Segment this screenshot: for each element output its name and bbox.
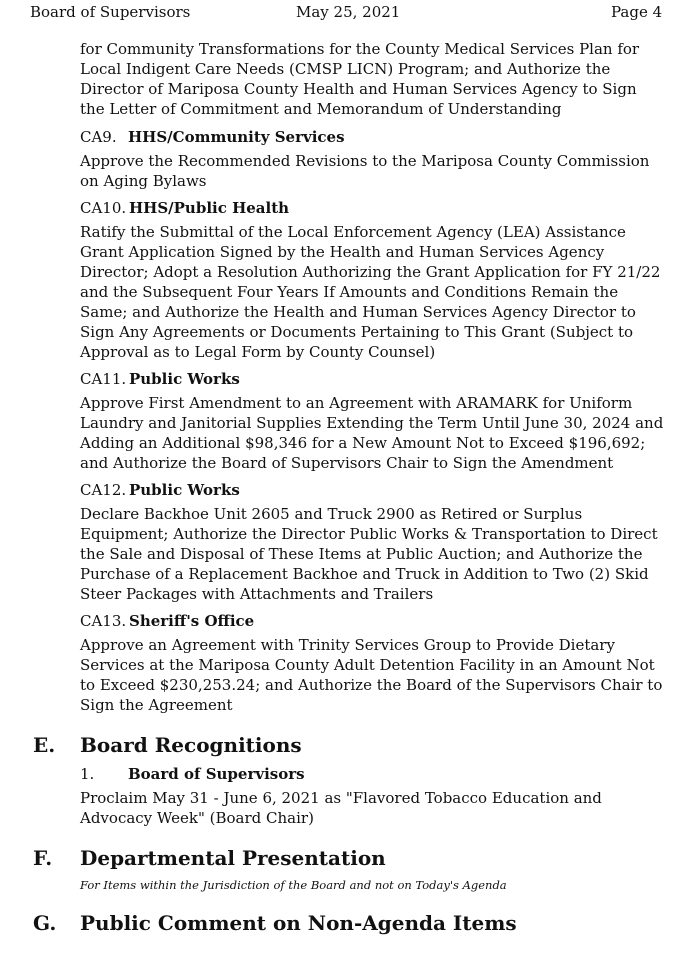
section-g-title: Public Comment on Non-Agenda Items [80, 911, 517, 935]
item-number: CA9. [80, 128, 117, 146]
section-f-letter: F. [33, 846, 53, 870]
item-department: Public Works [129, 481, 240, 499]
section-e-letter: E. [33, 733, 56, 757]
header-date: May 25, 2021 [296, 3, 401, 21]
section-e-sub-text: Proclaim May 31 - June 6, 2021 as "Flavored Tobacco Education and Advocacy Week" (Board Chair) [80, 789, 602, 827]
item-number: CA11. [80, 370, 127, 388]
section-e-title: Board Recognitions [80, 733, 302, 757]
item-department: Public Works [129, 370, 240, 388]
agenda-item-ca9-heading [80, 127, 345, 147]
agenda-item-ca12-text: Declare Backhoe Unit 2605 and Truck 2900 as Retired or Surplus Equipment; Authorize the Director Public Works & Transportation to Direct the Sale and Disposal of These Items at Public Auction; and Authorize the Purchase of a Replacement Backhoe and Truck in Addition to Two (2) Skid Steer Packages with Attachments and Trailers [80, 505, 658, 603]
item-number: CA12. [80, 481, 127, 499]
agenda-item-ca12-heading [80, 480, 240, 500]
item-department: HHS/Public Health [129, 199, 290, 217]
agenda-item-ca13-heading [80, 611, 254, 631]
agenda-item-ca10-heading [80, 198, 289, 218]
agenda-item-ca13-text: Approve an Agreement with Trinity Services Group to Provide Dietary Services at the Mariposa County Adult Detention Facility in an Amount Not to Exceed $230,253.24; and Authorize the Board of the Supervisors Chair to Sign the Agreement [80, 636, 663, 714]
agenda-item-ca9-text: Approve the Recommended Revisions to the Mariposa County Commission on Aging Bylaws [80, 152, 650, 190]
item-department: HHS/Community Services [128, 128, 345, 146]
item-department: Sheriff's Office [129, 612, 255, 630]
agenda-item-ca11-text: Approve First Amendment to an Agreement with ARAMARK for Uniform Laundry and Janitorial Supplies Extending the Term Until June 30, 2024 and Adding an Additional $98,346 for a New Amount Not to Exceed $196,692; and Authorize the Board of Supervisors Chair to Sign the Amendment [80, 394, 664, 472]
agenda-item-ca11-heading [80, 369, 240, 389]
section-f-note: For Items within the Jurisdiction of the Board and not on Today's Agenda [80, 878, 507, 892]
agenda-item-ca10-text: Ratify the Submittal of the Local Enforcement Agency (LEA) Assistance Grant Application Signed by the Health and Human Services Agency Director; Adopt a Resolution Authorizing the Grant Application for FY 21/22 and the Subsequent Four Years If Amounts and Conditions Remain the Same; and Authorize the Health and Human Services Agency Director to Sign Any Agreements or Documents Pertaining to This Grant (Subject to Approval as to Legal Form by County Counsel) [80, 223, 661, 361]
header-page-number: Page 4 [611, 3, 663, 21]
section-g-letter: G. [33, 911, 57, 935]
section-e-sub-title: Board of Supervisors [128, 765, 305, 783]
continuation-text: for Community Transformations for the County Medical Services Plan for Local Indigent Care Needs (CMSP LICN) Program; and Authorize the Director of Mariposa County Health and Human Services Agency to Sign the Letter of Commitment and Memorandum of Understanding [80, 40, 640, 118]
section-e-sub-number: 1. [80, 765, 95, 783]
item-number: CA13. [80, 612, 127, 630]
item-number: CA10. [80, 199, 127, 217]
section-f-title: Departmental Presentation [80, 846, 386, 870]
header-board-name: Board of Supervisors [30, 3, 191, 21]
page-header [0, 3, 680, 25]
